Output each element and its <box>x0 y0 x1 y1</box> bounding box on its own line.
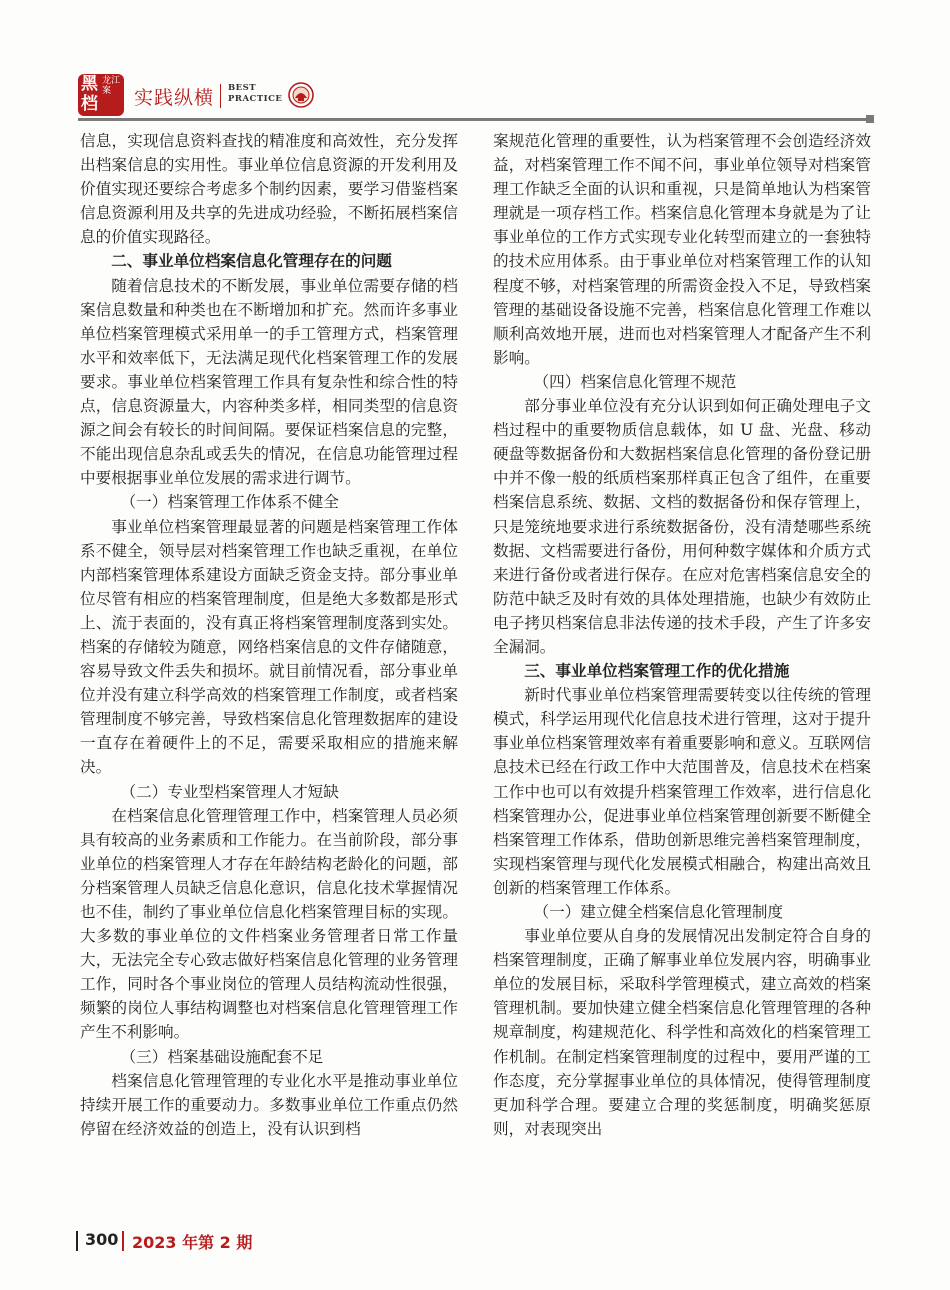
paragraph: 档案信息化管理管理的专业化水平是推动事业单位持续开展工作的重要动力。多数事业单位工作重点仍然停留在经济效益的创造上，没有认识到档 <box>80 1071 458 1138</box>
logo-small-1: 龙江 <box>102 76 121 86</box>
footer-bar-accent <box>122 1231 124 1251</box>
journal-logo <box>78 74 124 116</box>
column-name: 实践纵横 <box>134 87 215 109</box>
page-number: 300 <box>85 1230 119 1249</box>
paragraph: 信息，实现信息资料查找的精准度和高效性，充分发挥出档案信息的实用性。事业单位信息资源的开发利用及价值实现还要综合考虑多个制约因素，要学习借鉴档案信息资源利用及共享的先进成功经验，不断拓展档案信息的价值实现路径。 <box>80 132 458 247</box>
page-header <box>78 74 878 118</box>
logo-char-2: 档 <box>81 94 98 114</box>
subsection-heading: （三）档案基础设施配套不足 <box>120 1047 324 1066</box>
header-rule <box>78 118 872 121</box>
paragraph: 随着信息技术的不断发展，事业单位需要存储的档案信息数量和种类也在不断增加和扩充。然而许多事业单位档案管理模式采用单一的手工管理方式，档案管理水平和效率低下，无法满足现代化档案管理工作的发展要求。事业单位档案管理工作具有复杂性和综合性的特点，信息资源量大，内容种类多样，相同类型的信息资源之间会有较长的时间间隔。要保证档案信息的完整，不能出现信息杂乱或丢失的情况，在信息功能管理过程中要根据事业单位发展的需求进行调节。 <box>80 276 458 488</box>
header-rule-dot <box>866 115 874 123</box>
issue-label: 2023 年第 2 期 <box>132 1233 253 1252</box>
best-line-1: BEST <box>228 83 257 93</box>
logo-small-text <box>102 76 122 96</box>
paragraph: 案规范化管理的重要性，认为档案管理不会创造经济效益，对档案管理工作不闻不问，事业单位领导对档案管理工作缺乏全面的认识和重视，只是简单地认为档案管理就是一项存档工作。档案信息化管理本身就是为了让事业单位的工作方式实现专业化转型而建立的一套独特的技术应用体系。由于事业单位对档案管理工作的认知程度不够，对档案管理的所需资金投入不足，导致档案管理的基础设备设施不完善，档案信息化管理工作难以顺利高效地开展，进而也对档案管理人才配备产生不利影响。 <box>493 132 871 367</box>
subsection-heading: （一）建立健全档案信息化管理制度 <box>533 903 784 921</box>
section-heading: 三、事业单位档案管理工作的优化措施 <box>524 662 790 681</box>
paragraph: 事业单位档案管理最显著的问题是档案管理工作体系不健全，领导层对档案管理工作也缺乏重视，在单位内部档案管理体系建设方面缺乏资金支持。部分事业单位尽管有相应的档案管理制度，但是绝大多数都是形式上、流于表面的，没有真正将档案管理制度落到实处。档案的存储较为随意，网络档案信息的文件存储随意，容易导致文件丢失和损坏。就目前情况看，部分事业单位并没有建立科学高效的档案管理工作制度，或者档案管理制度不够完善，导致档案信息化管理数据库的建设一直存在着硬件上的不足，需要采取相应的措施来解决。 <box>80 517 458 777</box>
subsection-heading: （一）档案管理工作体系不健全 <box>120 493 339 512</box>
logo-small-2: 案 <box>102 86 112 96</box>
logo-char-1: 黑 <box>81 74 98 94</box>
archive-emblem-icon <box>288 82 314 108</box>
header-separator <box>220 84 221 108</box>
best-line-2: PRACTICE <box>228 94 283 104</box>
paragraph: 部分事业单位没有充分认识到如何正确处理电子文档过程中的重要物质信息载体，如 U 盘、光盘、移动硬盘等数据备份和大数据档案信息化管理的备份登记册中并不像一般的纸质档案那样真正包含了组件，在重要档案信息系统、数据、文档的数据备份和保存管理上，只是笼统地要求进行系统数据备份，没有清楚哪些系统数据、文档需要进行备份，用何种数字媒体和介质方式来进行备份或者进行保存。在应对危害档案信息安全的防范中缺乏及时有效的具体处理措施，也缺少有效防止电子拷贝档案信息非法传递的技术手段，产生了许多安全漏洞。 <box>493 397 871 656</box>
best-practice-label <box>228 83 282 105</box>
footer-bar <box>76 1231 78 1251</box>
left-column <box>80 129 458 1141</box>
paragraph: 在档案信息化管理管理工作中，档案管理人员必须具有较高的业务素质和工作能力。在当前阶段，部分事业单位的档案管理人才存在年龄结构老龄化的问题，部分档案管理人员缺乏信息化意识，信息化技术掌握情况也不佳，制约了事业单位信息化档案管理目标的实现。大多数的事业单位的文件档案业务管理者日常工作量大，无法完全专心致志做好档案信息化管理的业务管理工作，同时各个事业岗位的管理人员结构流动性很强，频繁的岗位人事结构调整也对档案信息化管理管理工作产生不利影响。 <box>80 806 458 1042</box>
right-column <box>493 129 871 1141</box>
section-heading: 二、事业单位档案信息化管理存在的问题 <box>111 252 392 271</box>
subsection-heading: （二）专业型档案管理人才短缺 <box>120 782 339 801</box>
paragraph: 新时代事业单位档案管理需要转变以往传统的管理模式，科学运用现代化信息技术进行管理，这对于提升事业单位档案管理效率有着重要影响和意义。互联网信息技术已经在行政工作中大范围普及，信息技术在档案工作中也可以有效提升档案管理工作效率，进行信息化档案管理办公，促进事业单位档案管理创新要不断健全档案管理工作体系，借助创新思维完善档案管理制度，实现档案管理与现代化发展模式相融合，构建出高效且创新的档案管理工作体系。 <box>493 686 871 897</box>
subsection-heading: （四）档案信息化管理不规范 <box>533 372 737 391</box>
paragraph: 事业单位要从自身的发展情况出发制定符合自身的档案管理制度，正确了解事业单位发展内容，明确事业单位的发展目标，采取科学管理模式，建立高效的档案管理机制。要加快建立健全档案信息化管理管理的各种规章制度，构建规范化、科学性和高效化的档案管理工作机制。在制定档案管理制度的过程中，要用严谨的工作态度，充分掌握事业单位的具体情况，使得管理制度更加科学合理。要建立合理的奖惩制度，明确奖惩原则，对表现突出 <box>493 927 871 1138</box>
